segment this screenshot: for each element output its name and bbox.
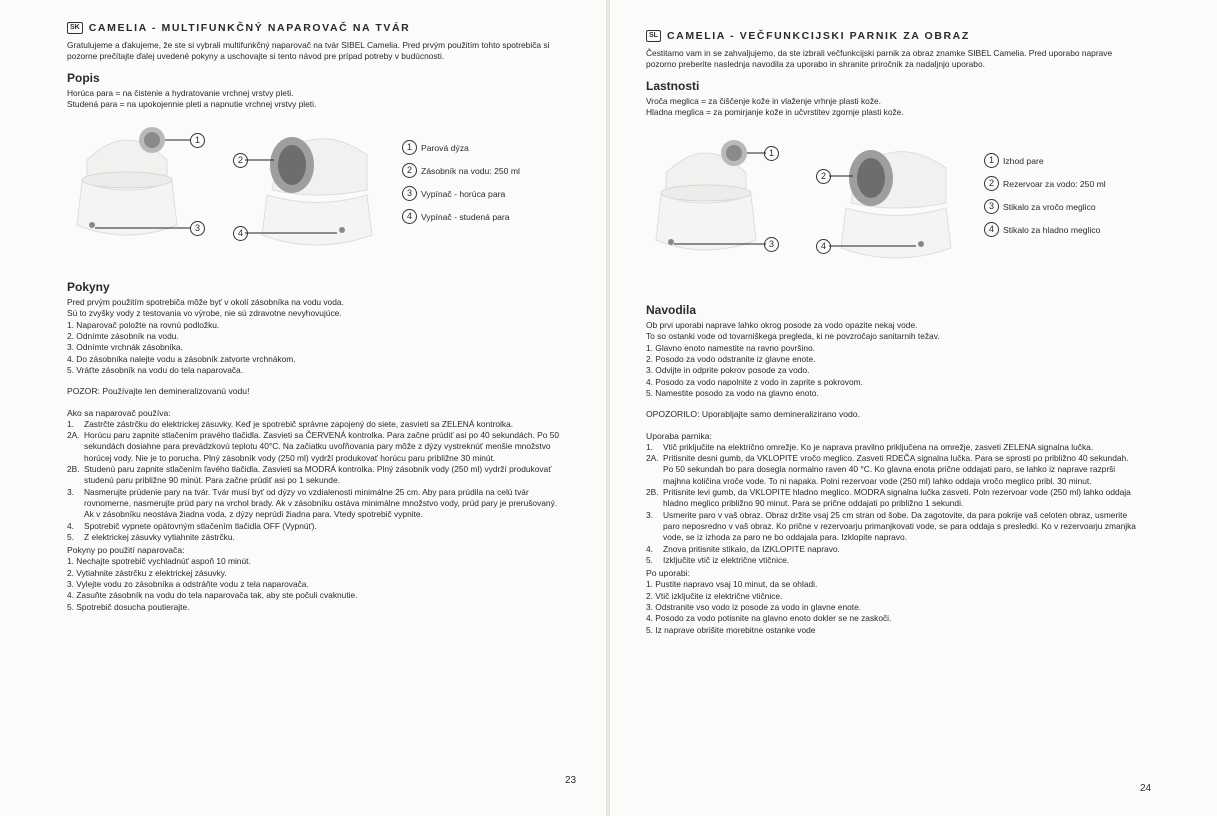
navodila-line: Ob prvi uporabi naprave lahko okrog posode za vodo opazite nekaj vode. <box>646 320 918 331</box>
legend-item: 2 Zásobník na vodu: 250 ml <box>402 163 520 178</box>
usage-list <box>67 419 567 543</box>
pokyny-heading: Pokyny <box>67 280 110 295</box>
popis-heading: Popis <box>67 70 100 85</box>
after-use-line: 2. Vytiahnite zástrčku z elektrickej zásuvky. <box>67 567 227 578</box>
navodila-line: 2. Posodo za vodo odstranite iz glavne enote. <box>646 354 816 365</box>
callout-1: 1 <box>190 133 205 148</box>
after-use-heading: Pokyny po použití naparovača: <box>67 545 185 556</box>
usage-item: 2A. Horúcu paru zapnite stlačením pravého tlačidla. Zasvieti sa ČERVENÁ kontrolka. Para začne prúdiť asi po 40 sekundách. Po 50 sekundách dosiahne para prevádzkovú teplotu 40°C. Na začiatku uvoľňovania pary môže z dýzy vystreknúť menšie množstvo horúcej vody. Nie je to porucha. Plný zásobník vody (250 ml) vydrží produkovať horúcu paru približne 30 minút. <box>67 430 560 463</box>
parts-legend <box>984 153 1106 245</box>
page-number: 23 <box>565 775 577 786</box>
callout-3: 3 <box>764 237 779 252</box>
steamer-illustration <box>646 128 976 288</box>
section-header <box>67 22 567 34</box>
product-figure-row <box>646 128 1136 293</box>
navodila-line: 3. Odvijte in odprite pokrov posode za vodo. <box>646 365 810 376</box>
legend-item: 1 Izhod pare <box>984 153 1106 168</box>
pokyny-list <box>67 297 567 376</box>
lastnosti-line: Vroča meglica = za čiščenje kože in vlaženje vrhnje plasti kože. <box>646 95 882 106</box>
steamer-illustration <box>67 120 397 270</box>
legend-item: 3 Vypínač - horúca para <box>402 186 520 201</box>
legend-item: 4 Vypínač - studená para <box>402 209 520 224</box>
language-badge: SK <box>67 22 83 34</box>
pokyny-line: 5. Vráťte zásobník na vodu do tela naparovača. <box>67 364 244 375</box>
callout-4: 4 <box>233 226 248 241</box>
usage-item: 2B. Pritisnite levi gumb, da VKLOPITE hladno meglico. MODRA signalna lučka zasveti. Poln rezervoar vode (250 ml) lahko oddaja hladno meglico približno 90 minut. Para se prične oddajati po približno 1 sekundi. <box>646 487 1131 509</box>
legend-item: 1 Parová dýza <box>402 140 520 155</box>
usage-item: 5. Izključite vtič iz električne vtičnice. <box>646 554 790 565</box>
pokyny-line: 2. Odnímte zásobník na vodu. <box>67 331 179 342</box>
pokyny-line: 1. Naparovač položte na rovnú podložku. <box>67 319 220 330</box>
after-use-line: 1. Pustite napravo vsaj 10 minut, da se ohladi. <box>646 579 818 590</box>
after-use-list <box>67 556 567 612</box>
usage-heading: Ako sa naparovač používa: <box>67 407 171 418</box>
page-number: 24 <box>1140 783 1152 794</box>
legend-item: 3 Stikalo za vročo meglico <box>984 199 1106 214</box>
navodila-list <box>646 320 1136 399</box>
popis-line: Studená para = na upokojennie pleti a napnutie vrchnej vrstvy pleti. <box>67 98 317 109</box>
parts-legend <box>402 140 520 232</box>
language-badge: SL <box>646 30 661 42</box>
right-content <box>646 30 1136 636</box>
after-use-line: 5. Iz naprave obrišite morebitne ostanke vode <box>646 624 816 635</box>
callout-4: 4 <box>816 239 831 254</box>
usage-item: 5. Z elektrickej zásuvky vytiahnite zástrčku. <box>67 531 235 542</box>
section-title: CAMELIA - MULTIFUNKČNÝ NAPAROVAČ NA TVÁR <box>88 22 411 34</box>
callout-3: 3 <box>190 221 205 236</box>
usage-item: 4. Spotrebič vypnete opätovným stlačením tlačidla OFF (Vypnúť). <box>67 520 317 531</box>
section-title: CAMELIA - VEČFUNKCIJSKI PARNIK ZA OBRAZ <box>666 30 970 42</box>
usage-item: 4. Znova pritisnite stikalo, da IZKLOPITE napravo. <box>646 543 840 554</box>
pokyny-line: 3. Odnímte vrchnák zásobníka. <box>67 342 183 353</box>
navodila-line: To so ostanki vode od tovarniškega pregleda, ki ne povzročajo sanitarnih težav. <box>646 331 940 342</box>
callout-2: 2 <box>233 153 248 168</box>
usage-item: 1. Vtič priključite na električno omrežje. Ko je naprava pravilno priključena na omrežje, zasveti ZELENA signalna lučka. <box>646 441 1094 452</box>
legend-item: 2 Rezervoar za vodo: 250 ml <box>984 176 1106 191</box>
warning-text: POZOR: Používajte len demineralizovanú vodu! <box>67 386 250 397</box>
pokyny-line: Sú to zvyšky vody z testovania vo výrobe, nie sú zdravotne nevyhovujúce. <box>67 308 342 319</box>
left-page <box>0 0 606 816</box>
pokyny-line: Pred prvým použitím spotrebiča môže byť v okolí zásobníka na vodu voda. <box>67 297 344 308</box>
popis-line: Horúca para = na čistenie a hydratovanie vrchnej vrstvy pleti. <box>67 87 294 98</box>
usage-item: 2A. Pritisnite desni gumb, da VKLOPITE vročo meglico. Zasveti RDEČA signalna lučka. Para se sprosti po približno 40 sekundah. Po 50 sekundah bo para dosegla normalno raven 40 °C. Ko glavna enota prične oddajati paro, se lahko iz naprave razprši majhna količina vroče vode. To ni napaka. Polni rezervoar vode (250 ml) lahko oddaja vročo meglico pribl. 30 minut. <box>646 453 1129 486</box>
usage-list <box>646 442 1136 566</box>
after-use-line: 3. Vylejte vodu zo zásobníka a odstráňte vodu z tela naparovača. <box>67 579 309 590</box>
usage-item: 3. Usmerite paro v vaš obraz. Obraz držite vsaj 25 cm stran od šobe. Da zagotovite, da para pokrije vaš celoten obraz, usmerite paro neposredno v vaš obraz. Ko prične v rezervoarju primanjkovati vode, se para oddaja s presledki. Ko v rezervoarju zmanjka vode, se iz izhoda za paro ne bo oddajala para. Izklopite napravo. <box>646 509 1136 543</box>
after-use-line: 4. Posodo za vodo potisnite na glavno enoto dokler se ne zaskoči. <box>646 613 892 624</box>
pokyny-line: 4. Do zásobníka nalejte vodu a zásobník zatvorte vrchnákom. <box>67 353 296 364</box>
usage-item: 1. Zastrčte zástrčku do elektrickej zásuvky. Keď je spotrebič správne zapojený do siete, zasvieti sa ZELENÁ kontrolka. <box>67 418 514 429</box>
intro-paragraph: Gratulujeme a ďakujeme, že ste si vybrali multifunkčný naparovač na tvár SIBEL Camelia. Pred prvým použitím tohto spotrebiča si pozorne prečítajte ďalej uvedené pokyny a uschovajte si tento návod pre prípad potreby v budúcnosti. <box>67 40 550 62</box>
after-use-list <box>646 579 1136 635</box>
lastnosti-heading: Lastnosti <box>646 78 700 93</box>
after-use-heading: Po uporabi: <box>646 568 690 579</box>
callout-2: 2 <box>816 169 831 184</box>
after-use-line: 4. Zasuňte zásobník na vodu do tela naparovača tak, aby ste počuli cvaknutie. <box>67 590 358 601</box>
navodila-line: 4. Posodo za vodo napolnite z vodo in zaprite s pokrovom. <box>646 376 863 387</box>
after-use-line: 3. Odstranite vso vodo iz posode za vodo in glavne enote. <box>646 602 862 613</box>
callout-1: 1 <box>764 146 779 161</box>
usage-item: 3. Nasmerujte prúdenie pary na tvár. Tvár musí byť od dýzy vo vzdialenosti minimálne 25 cm. Aby para prúdila na celú tvár rovnomerne, nasmerujte prúd pary na vrchol brady. Ak v zásobníku ostáva minimálne množstvo vody, prúd pary je prerušovaný. Ak v zásobníku neostáva žiadna voda, z dýzy neprúdi žiadna para. Vtedy spotrebič vypnite. <box>67 486 558 520</box>
after-use-line: 1. Nechajte spotrebič vychladnúť aspoň 10 minút. <box>67 556 251 567</box>
lastnosti-line: Hladna meglica = za pomirjanje kože in učvrstitev zgornje plasti kože. <box>646 106 904 117</box>
after-use-line: 5. Spotrebič dosucha poutierajte. <box>67 601 190 612</box>
left-content <box>67 22 567 613</box>
usage-heading: Uporaba parnika: <box>646 430 712 441</box>
section-header <box>646 30 1136 42</box>
navodila-line: 1. Glavno enoto namestite na ravno površino. <box>646 342 815 353</box>
usage-item: 2B. Studenú paru zapnite stlačením ľavého tlačidla. Zasvieti sa MODRÁ kontrolka. Plný zásobník vody (250 ml) vydrží produkovať studenú paru približne 90 minút. Para začne prúdiť asi po 1 sekunde. <box>67 464 552 486</box>
legend-item: 4 Stikalo za hladno meglico <box>984 222 1106 237</box>
after-use-line: 2. Vtič izključite iz električne vtičnice. <box>646 590 783 601</box>
warning-text: OPOZORILO: Uporabljajte samo demineralizirano vodo. <box>646 409 860 420</box>
navodila-line: 5. Namestite posodo za vodo na glavno enoto. <box>646 387 819 398</box>
intro-paragraph: Čestitamo vam in se zahvaljujemo, da ste izbrali večfunkcijski parnik za obraz znamke SIBEL Camelia. Pred uporabo naprave pozorno preberite naslednja navodila za uporabo in shranite priročnik za nadaljnjo uporabo. <box>646 48 1113 70</box>
right-page <box>610 0 1217 816</box>
product-figure-row <box>67 120 567 270</box>
navodila-heading: Navodila <box>646 303 697 318</box>
